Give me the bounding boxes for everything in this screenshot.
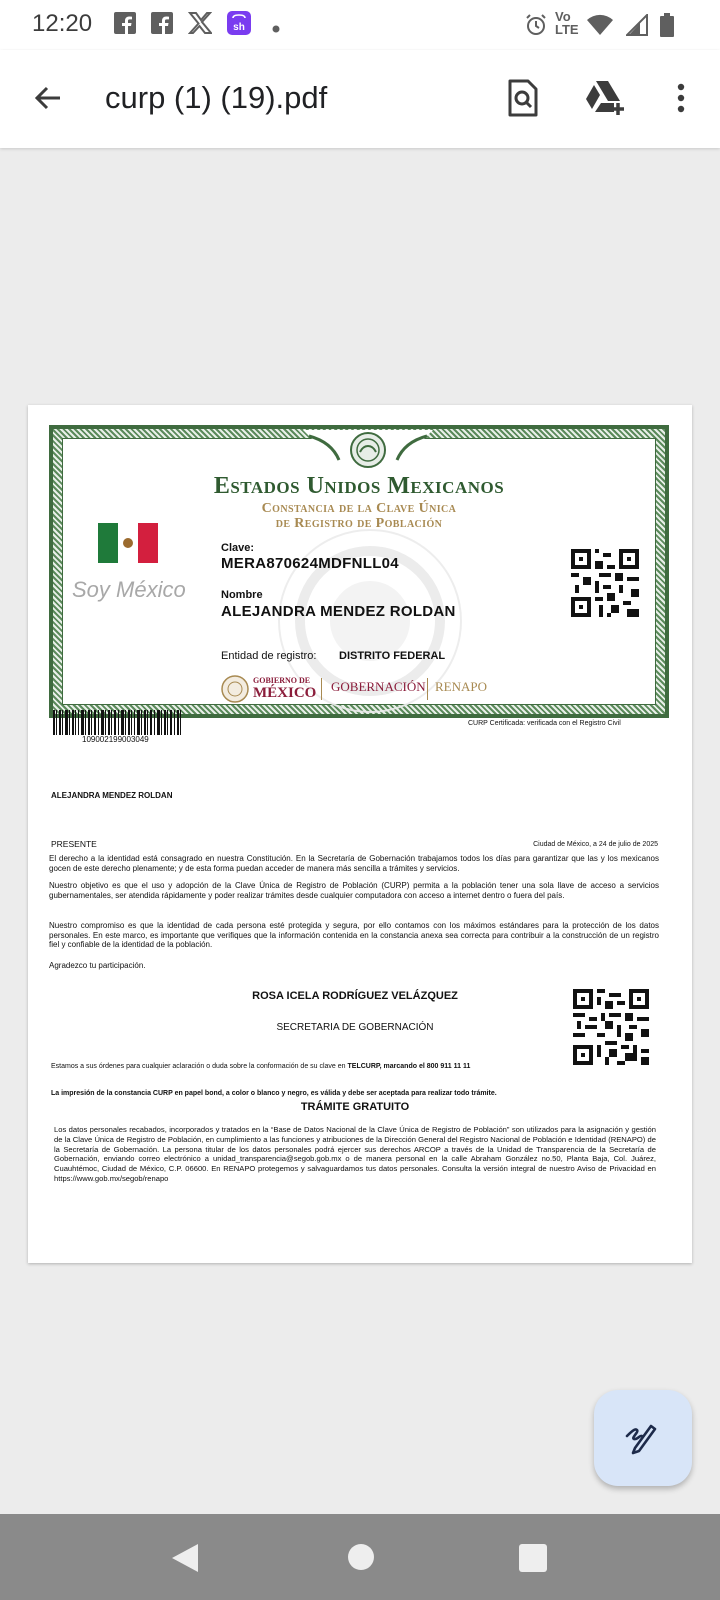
qr-code-letter bbox=[573, 989, 649, 1065]
soy-mexico-logo: Soy México bbox=[72, 577, 186, 602]
print-note: La impresión de la constancia CURP en papel bond, a color o blanco y negro, es válida y debe ser aceptada para realizar todo trámite. bbox=[51, 1090, 497, 1097]
x-icon bbox=[188, 12, 212, 39]
app-sh-label: sh bbox=[233, 22, 245, 33]
dot-icon bbox=[272, 20, 280, 38]
contact-prefix: Estamos a sus órdenes para cualquier aclaración o duda sobre la conformación de su clave en bbox=[51, 1063, 346, 1070]
annotate-button[interactable] bbox=[594, 1390, 692, 1486]
more-vert-icon[interactable] bbox=[659, 76, 703, 120]
cert-subtitle-2: de Registro de Población bbox=[275, 516, 443, 531]
telcurp-number: TELCURP, marcando el 800 911 11 11 bbox=[347, 1063, 471, 1070]
entidad-label: Entidad de registro: bbox=[221, 650, 317, 662]
document-title: curp (1) (19).pdf bbox=[105, 80, 328, 115]
contact-text bbox=[51, 1062, 651, 1072]
tramite-gratuito: TRÁMITE GRATUITO bbox=[300, 1101, 410, 1113]
curp-certificate bbox=[49, 425, 669, 718]
certified-text: CURP Certificada: verificada con el Registro Civil bbox=[468, 720, 621, 727]
entidad-value: DISTRITO FEDERAL bbox=[339, 650, 446, 662]
government-logos bbox=[221, 675, 521, 705]
cert-subtitle-1: Constancia de la Clave Única bbox=[261, 501, 457, 516]
facebook-icon bbox=[114, 12, 136, 39]
nav-recents-icon[interactable] bbox=[519, 1544, 547, 1577]
wifi-icon bbox=[586, 14, 614, 41]
letter-date: Ciudad de México, a 24 de julio de 2025 bbox=[533, 841, 658, 848]
app-bar bbox=[0, 50, 720, 148]
paragraph-2: Nuestro objetivo es que el uso y adopción de la Clave Única de Registro de Población (CURP) permita a la población tener una sola llave de acceso a servicios gubernamentales, ser atendida rápidamente y poder realizar trámites desde cualquier computadora con acceso a internet dentro o fuera del país. bbox=[49, 881, 659, 900]
mexico-flag-icon bbox=[98, 523, 158, 563]
search-document-icon[interactable] bbox=[501, 76, 545, 120]
app-sh-icon bbox=[227, 11, 251, 40]
seal-icon bbox=[221, 675, 249, 703]
clave-value: MERA870624MDFNLL04 bbox=[221, 555, 399, 572]
mexico-text: MÉXICO bbox=[253, 685, 317, 701]
network-label: Vo LTE bbox=[555, 9, 579, 37]
edit-pen-icon bbox=[623, 1418, 663, 1458]
signer-title: SECRETARIA DE GOBERNACIÓN bbox=[276, 1022, 434, 1033]
recipient-name: ALEJANDRA MENDEZ ROLDAN bbox=[51, 791, 173, 800]
nav-back-icon[interactable] bbox=[170, 1542, 200, 1579]
paragraph-1: El derecho a la identidad está consagrado en nuestra Constitución. En la Secretaría de Gobernación trabajamos todos los días para garantizar que las y los mexicanos gocen de este derecho plenamente; y de esta forma puedan acceder de manera más sencilla a trámites y servicios. bbox=[49, 854, 659, 873]
signer-name: ROSA ICELA RODRÍGUEZ VELÁZQUEZ bbox=[252, 990, 458, 1002]
qr-code-certificate bbox=[571, 549, 639, 617]
signal-icon bbox=[626, 14, 648, 41]
facebook-icon bbox=[151, 12, 173, 39]
status-time: 12:20 bbox=[32, 10, 93, 37]
nav-home-icon[interactable] bbox=[347, 1543, 375, 1576]
nombre-value: ALEJANDRA MENDEZ ROLDAN bbox=[221, 603, 456, 620]
drive-add-icon[interactable] bbox=[583, 76, 627, 120]
barcode-icon bbox=[53, 710, 181, 735]
renapo-text: RENAPO bbox=[435, 679, 488, 694]
pdf-page[interactable] bbox=[28, 405, 692, 1263]
status-bar bbox=[0, 0, 720, 50]
gobernacion-text: GOBERNACIÓN bbox=[331, 679, 426, 694]
navigation-bar bbox=[0, 1514, 720, 1600]
alarm-icon bbox=[524, 13, 548, 42]
paragraph-3: Nuestro compromiso es que la identidad de cada persona esté protegida y segura, por ello contamos con los máximos estándares para la protección de los datos personales. En este marco, es importante que verifiques que la información contenida en la constancia anexa sea correcta para contribuir a la construcción de un registro fiel y confiable de la identidad de la población. bbox=[49, 921, 659, 949]
gobierno-de-text: GOBIERNO DE bbox=[253, 676, 311, 685]
barcode-number: 109002199003049 bbox=[82, 735, 149, 744]
nombre-label: Nombre bbox=[221, 589, 263, 601]
thanks-text: Agradezco tu participación. bbox=[49, 961, 146, 970]
back-arrow-icon[interactable] bbox=[26, 76, 70, 120]
battery-icon bbox=[660, 13, 674, 42]
clave-label: Clave: bbox=[221, 542, 255, 554]
presente-label: PRESENTE bbox=[51, 839, 97, 849]
cert-title: Estados Unidos Mexicanos bbox=[213, 473, 505, 499]
privacy-notice: Los datos personales recabados, incorporados y tratados en la “Base de Datos Nacional de la Clave Única de Registro de Población” son utilizados para la asignación y gestión de la Clave Única de Registro de Población, en cumplimiento a las funciones y atribuciones de la Dirección General del Registro Nacional de Población e Identidad (RENAPO) de la Secretaría de Gobernación. La persona titular de los datos personales podrá ejercer sus derechos ARCOP a través de la Unidad de Transparencia de la Secretaría de Gobernación, enviando correo electrónico a unidad_transparencia@segob.gob.mx o de manera personal en la calle Abraham González no.50, Planta Baja, Col. Juárez, Cuauhtémoc, Ciudad de México, C.P. 06600. En RENAPO protegemos y salvaguardamos tus datos personales. Consulta la versión integral de nuestro Aviso de Privacidad en https://www.gob.mx/segob/renapo bbox=[54, 1125, 656, 1183]
mexico-crest-icon bbox=[303, 430, 433, 472]
